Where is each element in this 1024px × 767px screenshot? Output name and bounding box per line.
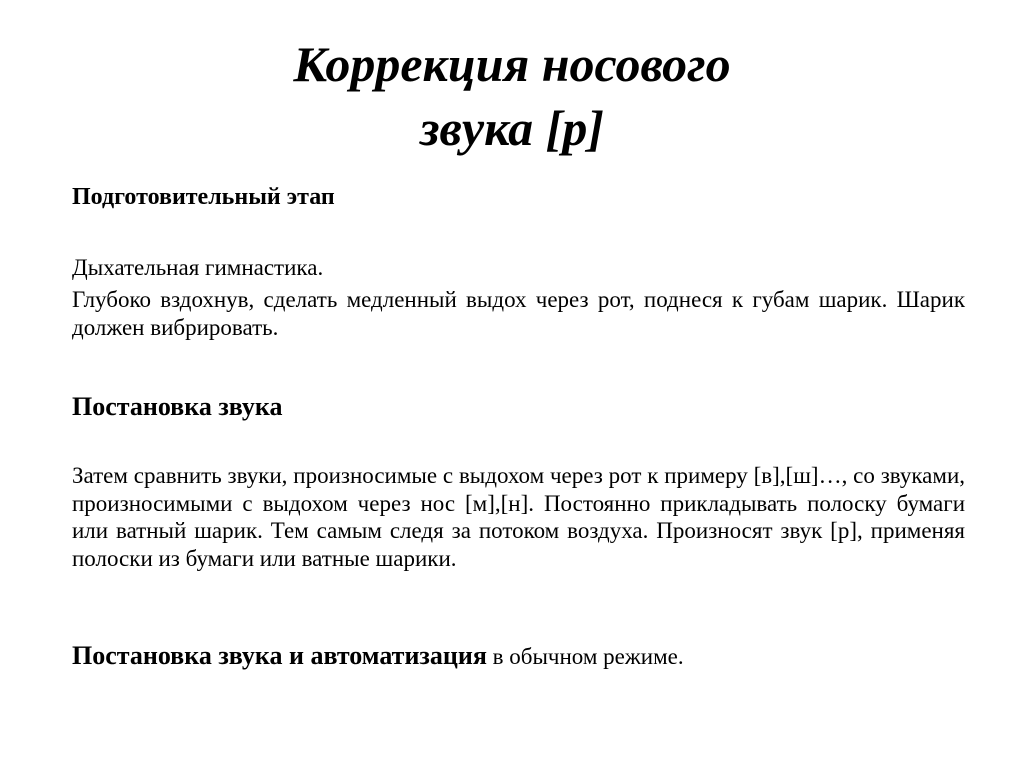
breathing-exercise-label: Дыхательная гимнастика.: [72, 255, 324, 280]
section-heading-sound-setting: Постановка звука: [72, 392, 283, 421]
final-statement: [72, 640, 684, 673]
slide-title: [0, 32, 1024, 160]
slide-title-line-1: Коррекция носового: [293, 36, 731, 92]
final-statement-normal: в обычном режиме.: [486, 644, 684, 669]
sound-setting-text: Затем сравнить звуки, произносимые с выдохом через рот к примеру [в],[ш]…, со звуками, произносимыми с выдохом через нос [м],[н]. Постоянно прикладывать полоску бумаги или ватный шарик. Тем самым следя за потоком воздуха. Произносят звук [р], применяя полоски из бумаги или ватные шарики.: [72, 463, 965, 571]
breathing-exercise-text: Глубоко вздохнув, сделать медленный выдох через рот, поднеся к губам шарик. Шарик должен вибрировать.: [72, 287, 965, 340]
final-statement-bold: Постановка звука и автоматизация: [72, 641, 487, 670]
slide-title-line-2: звука [р]: [420, 100, 604, 156]
section-heading-preparatory: Подготовительный этап: [72, 184, 335, 210]
